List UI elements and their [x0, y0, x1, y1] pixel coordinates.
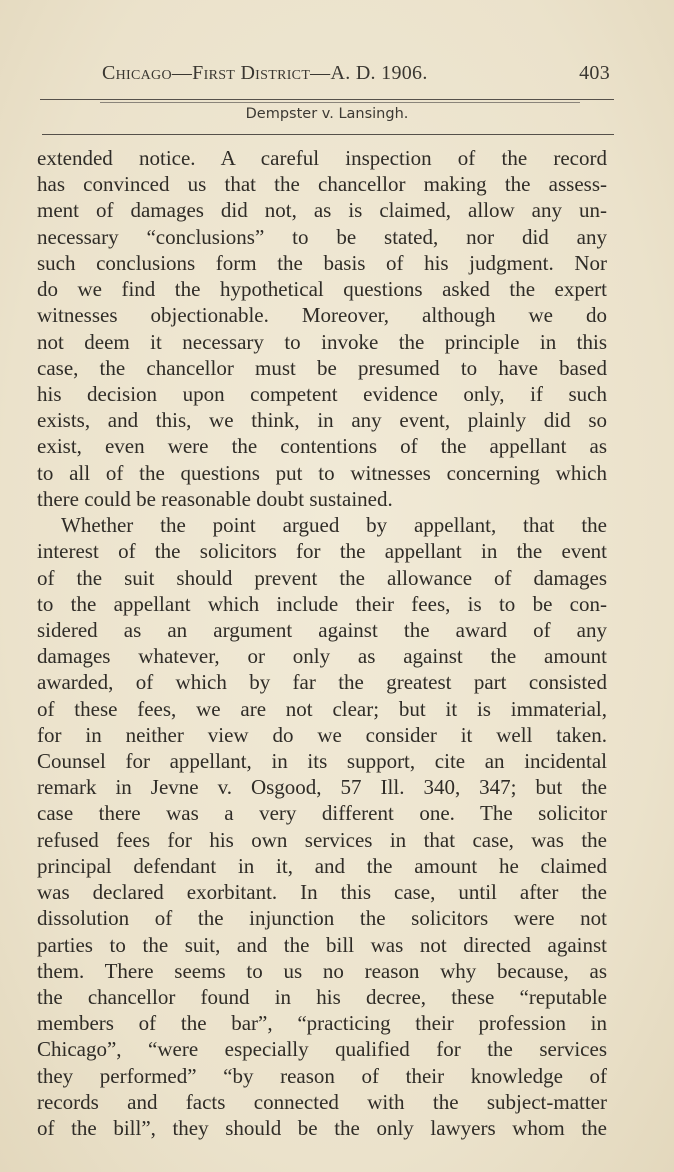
text-line: do we find the hypothetical questions asked the expert [37, 277, 607, 302]
text-line: such conclusions form the basis of his judgment. Nor [37, 250, 607, 275]
header-rule [40, 99, 614, 100]
paragraph-start-line: Whether the point argued by appellant, that the [61, 513, 607, 538]
text-line: not deem it necessary to invoke the principle in this [37, 329, 607, 354]
text-line: of these fees, we are not clear; but it is immaterial, [37, 696, 607, 721]
text-line: refused fees for his own services in that case, was the [37, 827, 607, 852]
text-line: the chancellor found in his decree, these “reputable [37, 985, 607, 1009]
text-line: exists, and this, we think, in any event, plainly did so [37, 408, 607, 433]
text-line: them. There seems to us no reason why because, as [37, 958, 607, 983]
text-line: parties to the suit, and the bill was not directed against [37, 932, 607, 957]
text-line: remark in Jevne v. Osgood, 57 Ill. 340, 347; but the [37, 775, 607, 800]
text-line: there could be reasonable doubt sustained. [37, 486, 393, 511]
text-line: to all of the questions put to witnesses concerning which [37, 460, 607, 485]
text-line: to the appellant which include their fees, is to be con- [37, 591, 607, 616]
text-line: Counsel for appellant, in its support, cite an incidental [37, 749, 607, 774]
text-line: sidered as an argument against the award of any [37, 617, 607, 642]
text-line: his decision upon competent evidence only, if such [37, 381, 607, 406]
text-line: principal defendant in it, and the amount he claimed [37, 853, 607, 878]
text-line: of the suit should prevent the allowance of damages [37, 565, 607, 590]
text-line: has convinced us that the chancellor making the assess- [37, 172, 607, 197]
case-title: Dempster v. Lansingh. [245, 106, 409, 122]
text-line: damages whatever, or only as against the amount [37, 644, 607, 669]
text-line: case there was a very different one. The solicitor [37, 801, 607, 826]
text-line: records and facts connected with the subject-matter [37, 1089, 607, 1114]
text-line: Chicago”, “were especially qualified for the services [37, 1037, 607, 1062]
text-line: awarded, of which by far the greatest part consisted [37, 670, 607, 695]
running-title: Chicago—First District—A. D. 1906. [102, 62, 428, 84]
text-line: members of the bar”, “practicing their profession in [37, 1011, 607, 1036]
page-number: 403 [579, 62, 610, 84]
text-line: interest of the solicitors for the appellant in the event [37, 539, 607, 564]
text-line: for in neither view do we consider it well taken. [37, 722, 607, 747]
text-line: was declared exorbitant. In this case, until after the [37, 880, 607, 905]
text-line: witnesses objectionable. Moreover, although we do [37, 303, 607, 328]
text-line: of the bill”, they should be the only lawyers whom the [37, 1116, 607, 1141]
text-line: dissolution of the injunction the solicitors were not [37, 906, 607, 931]
body-text [37, 145, 607, 1141]
text-line: case, the chancellor must be presumed to have based [37, 355, 607, 380]
text-line: extended notice. A careful inspection of the record [37, 146, 607, 170]
text-line: exist, even were the contentions of the appellant as [37, 434, 607, 459]
running-head [38, 62, 610, 90]
case-title-rule [42, 134, 614, 135]
text-line: ment of damages did not, as is claimed, allow any un- [37, 198, 607, 223]
text-line: they performed” “by reason of their knowledge of [37, 1063, 607, 1088]
header-rule-thin [100, 102, 580, 103]
text-line: necessary “conclusions” to be stated, nor did any [37, 224, 607, 249]
